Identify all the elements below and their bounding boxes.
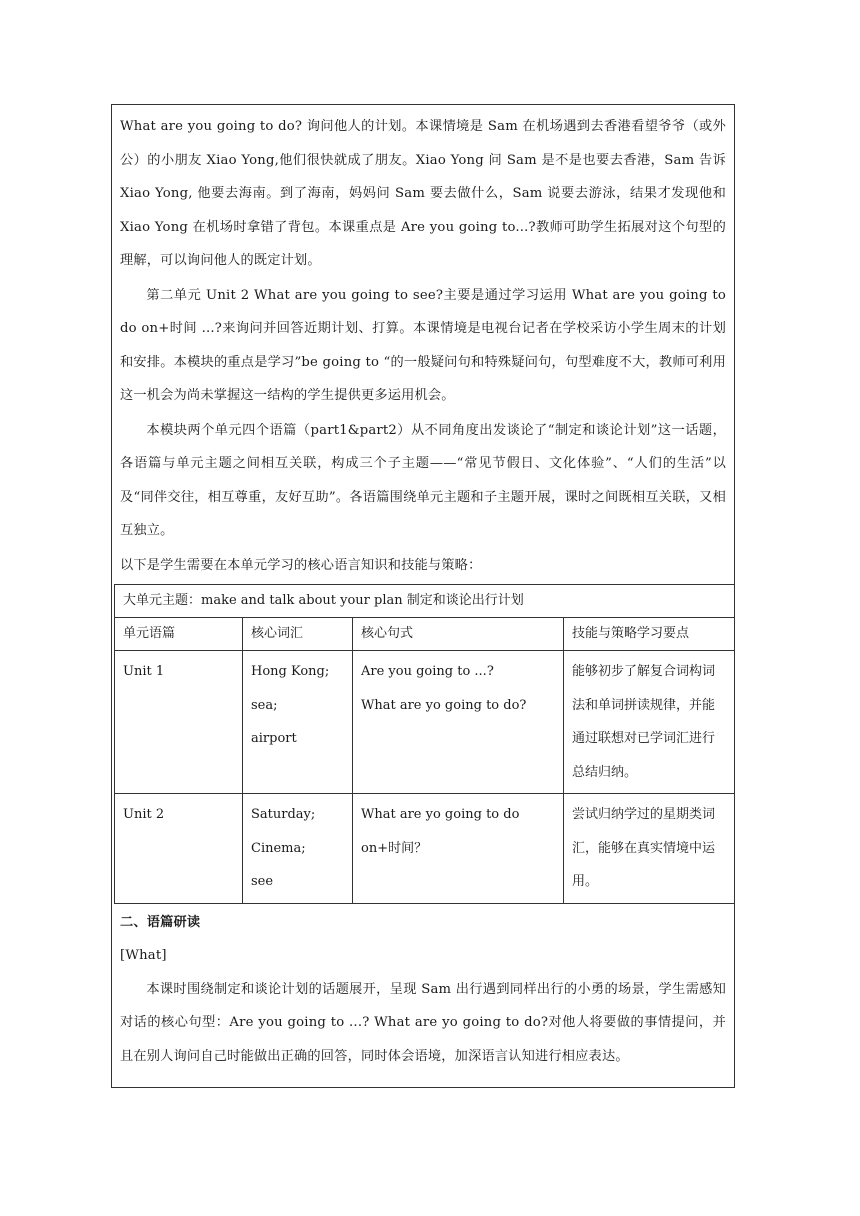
document-content bbox=[120, 105, 726, 1073]
vocab-cell bbox=[243, 794, 353, 904]
header-vocab: 核心词汇 bbox=[243, 618, 353, 651]
table-header-row bbox=[115, 618, 735, 651]
vocab-item: Saturday; bbox=[251, 807, 316, 822]
vocab-item: sea; bbox=[251, 697, 278, 713]
section-heading: 二、语篇研读 bbox=[120, 914, 201, 930]
header-skills: 技能与策略学习要点 bbox=[564, 618, 735, 651]
table-theme-cell: 大单元主题：make and talk about your plan 制定和谈论出行计划 bbox=[115, 585, 735, 618]
unit-cell: Unit 1 bbox=[115, 651, 243, 794]
vocab-item: Hong Kong; bbox=[251, 664, 330, 679]
vocab-cell bbox=[243, 651, 353, 794]
intro-paragraph-2: 第二单元 Unit 2 What are you going to see?主要是通过学习运用 What are you going to do on+时间 ...?来询问并回答近期计划、打算。本课情境是电视台记者在学校采访小学生周末的计划和安排。本模块的重点是学习”be going to “的一般疑问句和特殊疑问句，句型难度不大，教师可利用这一机会为尚未掌握这一结构的学生提供更多运用机会。 bbox=[120, 287, 726, 403]
table-row bbox=[115, 794, 735, 904]
what-paragraph: 本课时围绕制定和谈论计划的话题展开，呈现 Sam 出行遇到同样出行的小勇的场景，学生需感知对话的核心句型：Are you going to ...? What are yo going to do?对他人将要做的事情提问，并且在别人询问自己时能做出正确的回答，同时体会语境，加深语言认知进行相应表达。 bbox=[120, 981, 726, 1064]
header-unit: 单元语篇 bbox=[115, 618, 243, 651]
intro-paragraph-1: What are you going to do? 询问他人的计划。本课情境是 Sam 在机场遇到去香港看望爷爷（或外公）的小朋友 Xiao Yong,他们很快就成了朋友。Xiao Yong 问 Sam 是不是也要去香港，Sam 告诉 Xiao Yong, 他要去海南。到了海南，妈妈问 Sam 要去做什么，Sam 说要去游泳，结果才发现他和 Xiao Yong 在机场时拿错了背包。本课重点是 Are you going to...?教师可助学生拓展对这个句型的理解，可以询问他人的既定计划。 bbox=[120, 119, 726, 268]
table-row bbox=[115, 651, 735, 794]
vocab-item: Cinema; bbox=[251, 840, 306, 856]
sentence-item: Are you going to ...? bbox=[361, 664, 494, 679]
intro-paragraph-3: 本模块两个单元四个语篇（part1&part2）从不同角度出发谈论了“制定和谈论计划”这一话题，各语篇与单元主题之间相互关联，构成三个子主题——“常见节假日、文化体验”、“人们的生活”以及“同伴交往，相互尊重，友好互助”。各语篇围绕单元主题和子主题开展，课时之间既相互关联，又相互独立。 bbox=[120, 422, 726, 538]
header-sentences: 核心句式 bbox=[353, 618, 564, 651]
document-frame bbox=[111, 104, 735, 1088]
sentence-item: What are yo going to do on+时间？ bbox=[361, 807, 520, 856]
vocab-item: see bbox=[251, 874, 274, 889]
sentence-cell bbox=[353, 651, 564, 794]
skills-cell: 尝试归纳学过的星期类词汇，能够在真实情境中运用。 bbox=[564, 794, 735, 904]
sentence-cell bbox=[353, 794, 564, 904]
skills-cell: 能够初步了解复合词构词法和单词拼读规律，并能通过联想对已学词汇进行总结归纳。 bbox=[564, 651, 735, 794]
vocab-item: airport bbox=[251, 731, 297, 746]
sentence-item: What are yo going to do? bbox=[361, 697, 527, 713]
unit-cell: Unit 2 bbox=[115, 794, 243, 904]
lead-sentence: 以下是学生需要在本单元学习的核心语言知识和技能与策略： bbox=[120, 557, 482, 573]
what-label: [What] bbox=[120, 948, 167, 963]
core-knowledge-table bbox=[114, 584, 735, 904]
